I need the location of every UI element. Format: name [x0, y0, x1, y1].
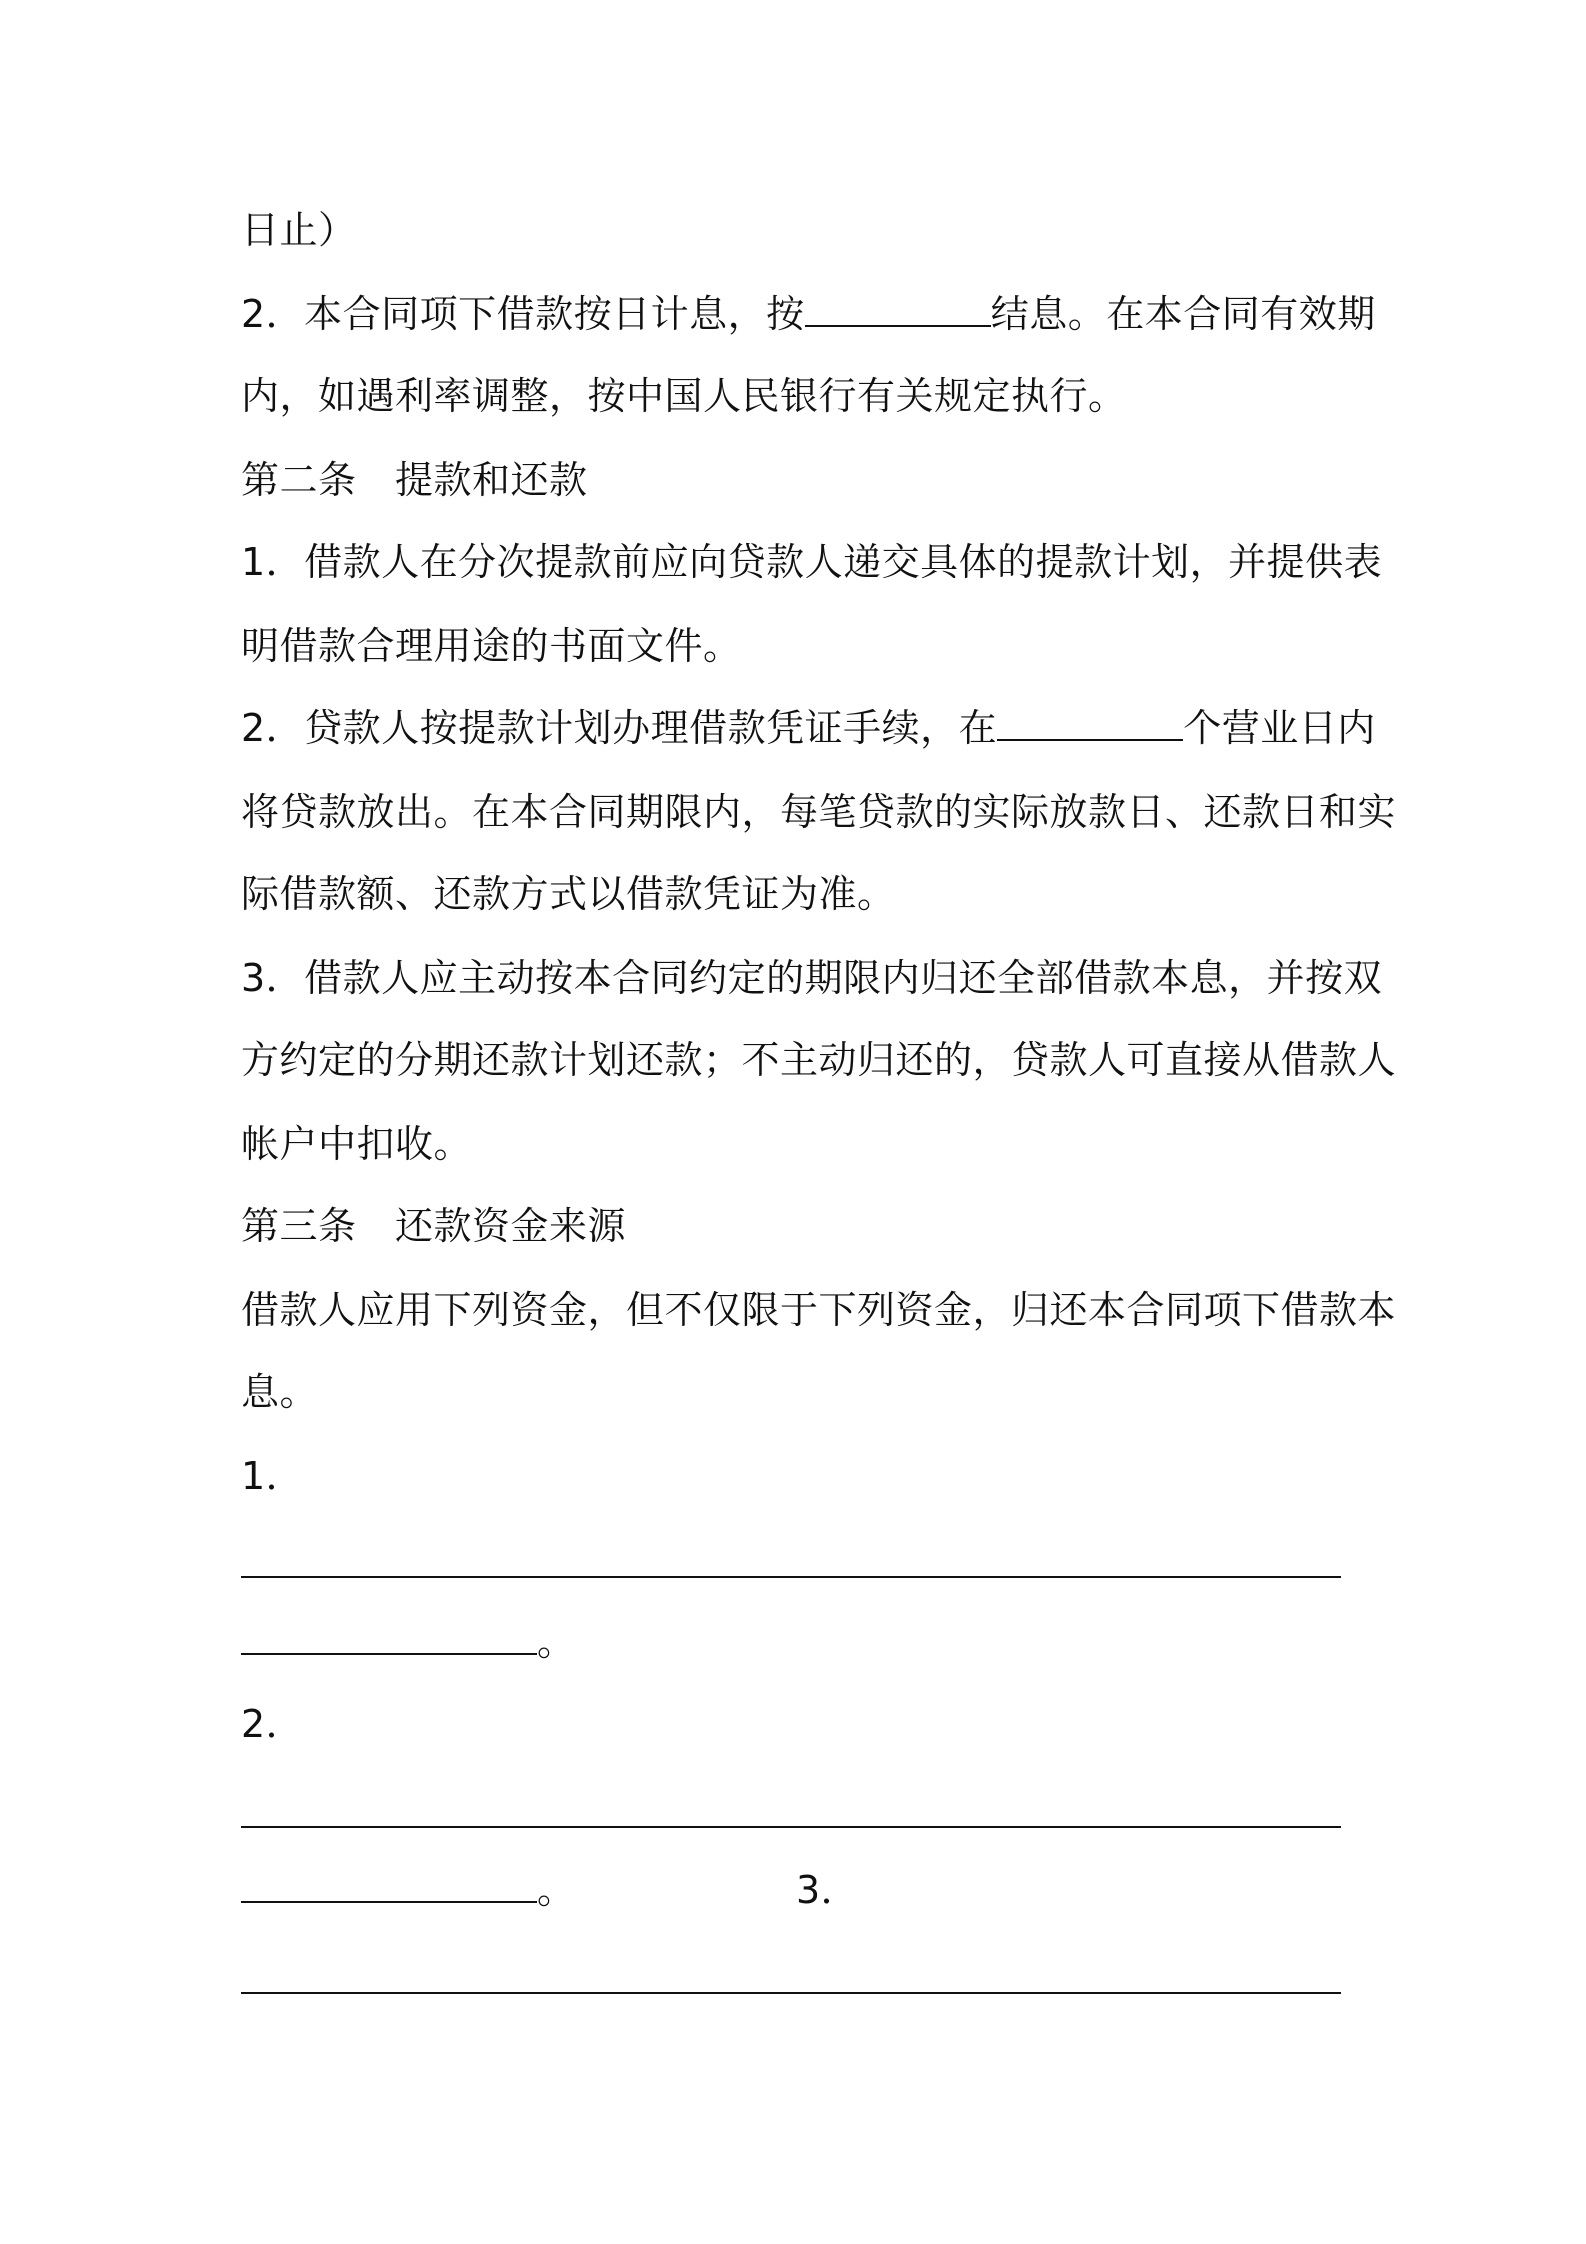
- paragraph-line: 内，如遇利率调整，按中国人民银行有关规定执行。: [241, 374, 1127, 418]
- fill-in-blank[interactable]: [997, 705, 1183, 741]
- fill-in-blank[interactable]: [241, 1826, 1341, 1828]
- paragraph-line: 3．借款人应主动按本合同约定的期限内归还全部借款本息，并按双: [241, 956, 1383, 1000]
- paragraph-line: 方约定的分期还款计划还款；不主动归还的，贷款人可直接从借款人: [241, 1038, 1397, 1082]
- text-fragment: 2．本合同项下借款按日计息，按: [241, 292, 805, 336]
- paragraph-line: [241, 1866, 576, 1914]
- paragraph-line: 际借款额、还款方式以借款凭证为准。: [241, 872, 896, 916]
- text-fragment: 结息。在本合同有效期: [990, 292, 1376, 336]
- paragraph-line: [241, 1618, 576, 1666]
- paragraph-line: 将贷款放出。在本合同期限内，每笔贷款的实际放款日、还款日和实: [241, 790, 1397, 834]
- text-fragment: 个营业日内: [1183, 706, 1376, 750]
- paragraph-line: 明借款合理用途的书面文件。: [241, 624, 742, 668]
- fill-in-blank[interactable]: [241, 1619, 537, 1655]
- section-heading: 第二条 提款和还款: [241, 458, 588, 502]
- section-heading: 第三条 还款资金来源: [241, 1204, 627, 1248]
- list-number: 2．: [241, 1702, 305, 1746]
- text-fragment: 。: [537, 1620, 576, 1664]
- fill-in-blank[interactable]: [241, 1576, 1341, 1578]
- text-fragment: 2．贷款人按提款计划办理借款凭证手续，在: [241, 706, 998, 750]
- fill-in-blank[interactable]: [805, 291, 991, 327]
- list-number: 3．: [796, 1868, 860, 1912]
- paragraph-line: 1．借款人在分次提款前应向贷款人递交具体的提款计划，并提供表: [241, 540, 1383, 584]
- fill-in-blank[interactable]: [241, 1992, 1341, 1994]
- fill-in-blank[interactable]: [241, 1867, 537, 1903]
- text-fragment: 。: [537, 1868, 576, 1912]
- paragraph-line: 借款人应用下列资金，但不仅限于下列资金，归还本合同项下借款本: [241, 1288, 1397, 1332]
- paragraph-line: 帐户中扣收。: [241, 1122, 473, 1166]
- paragraph-line: 息。: [241, 1370, 319, 1414]
- paragraph-line: 日止）: [241, 208, 357, 252]
- paragraph-line: [241, 290, 1376, 338]
- paragraph-line: [241, 704, 1376, 752]
- list-number: 1．: [241, 1454, 305, 1498]
